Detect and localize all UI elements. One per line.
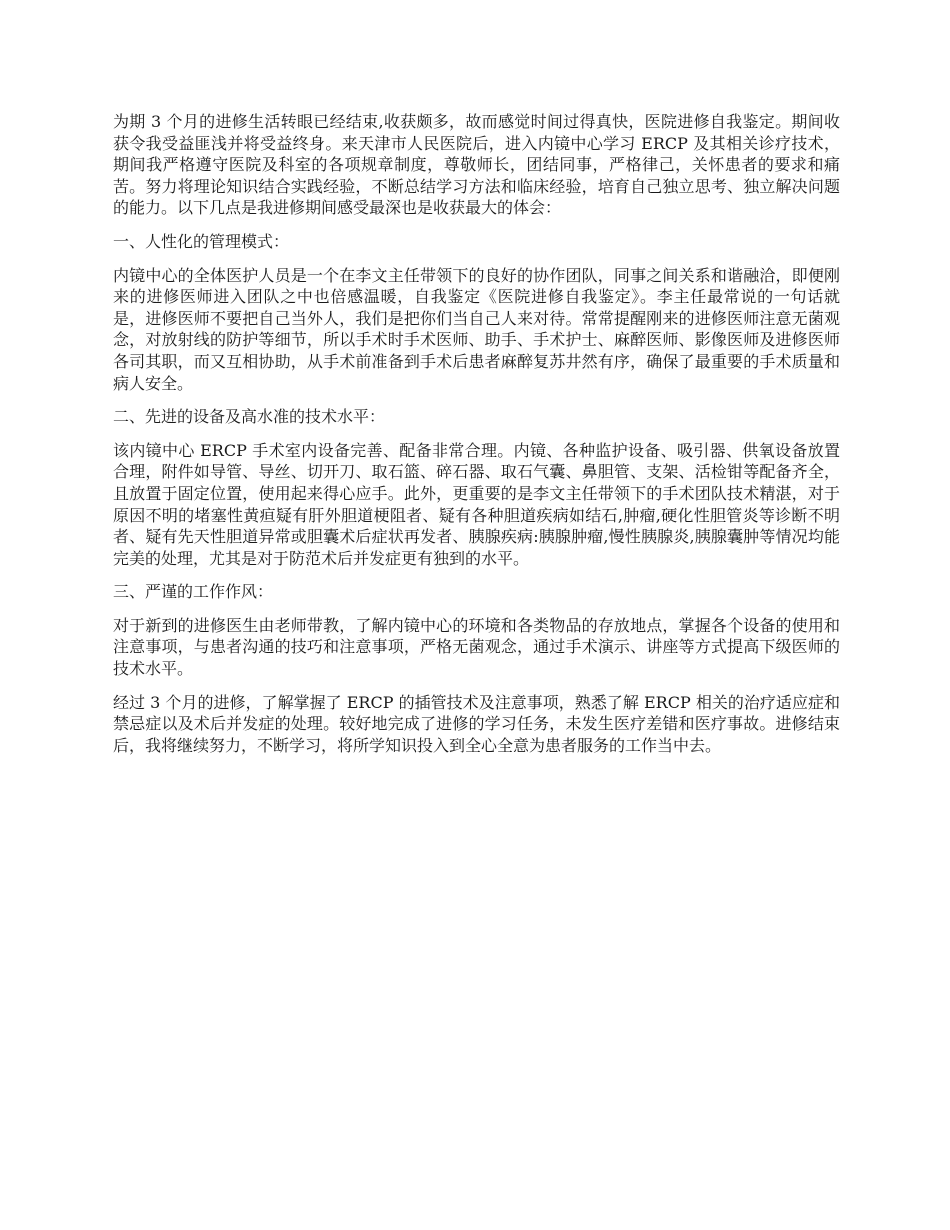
section-3-paragraph: 对于新到的进修医生由老师带教，了解内镜中心的环境和各类物品的存放地点，掌握各个设备的使用和注意事项，与患者沟通的技巧和注意事项，严格无菌观念，通过手术演示、讲座等方式提高下级医师的技术水平。 bbox=[113, 615, 840, 679]
section-2-heading: 二、先进的设备及高水准的技术水平： bbox=[113, 407, 386, 427]
document-body bbox=[113, 111, 840, 768]
intro-paragraph: 为期 3 个月的进修生活转眼已经结束,收获颇多，故而感觉时间过得真快，医院进修自我鉴定。期间收获令我受益匪浅并将受益终身。来天津市人民医院后，进入内镜中心学习 ERCP 及其相关诊疗技术，期间我严格遵守医院及科室的各项规章制度，尊敬师长，团结同事，严格律己，关怀患者的要求和痛苦。努力将理论知识结合实践经验，不断总结学习方法和临床经验，培育自己独立思考、独立解决问题的能力。以下几点是我进修期间感受最深也是收获最大的体会： bbox=[113, 112, 840, 218]
section-3-heading: 三、严谨的工作作风： bbox=[113, 582, 274, 602]
section-1-paragraph: 内镜中心的全体医护人员是一个在李文主任带领下的良好的协作团队，同事之间关系和谐融洽，即便刚来的进修医师进入团队之中也倍感温暖，自我鉴定《医院进修自我鉴定》。李主任最常说的一句话就是，进修医师不要把自己当外人，我们是把你们当自己人来对待。常常提醒刚来的进修医师注意无菌观念，对放射线的防护等细节，所以手术时手术医师、助手、手术护士、麻醉医师、影像医师及进修医师各司其职，而又互相协助，从手术前准备到手术后患者麻醉复苏井然有序，确保了最重要的手术质量和病人安全。 bbox=[113, 265, 840, 393]
conclusion-paragraph: 经过 3 个月的进修，了解掌握了 ERCP 的插管技术及注意事项，熟悉了解 ERCP 相关的治疗适应症和禁忌症以及术后并发症的处理。较好地完成了进修的学习任务，未发生医疗差错和医疗事故。进修结束后，我将继续努力，不断学习，将所学知识投入到全心全意为患者服务的工作当中去。 bbox=[113, 692, 840, 755]
section-1-heading: 一、人性化的管理模式： bbox=[113, 231, 290, 251]
section-2-paragraph: 该内镜中心 ERCP 手术室内设备完善、配备非常合理。内镜、各种监护设备、吸引器、供氧设备放置合理，附件如导管、导丝、切开刀、取石篮、碎石器、取石气囊、鼻胆管、支架、活检钳等配备齐全，且放置于固定位置，使用起来得心应手。此外，更重要的是李文主任带领下的手术团队技术精湛，对于原因不明的堵塞性黄疸疑有肝外胆道梗阻者、疑有各种胆道疾病如结石,肿瘤,硬化性胆管炎等诊断不明者、疑有先天性胆道异常或胆囊术后症状再发者、胰腺疾病:胰腺肿瘤,慢性胰腺炎,胰腺囊肿等情况均能完美的处理，尤其是对于防范术后并发症更有独到的水平。 bbox=[113, 440, 840, 568]
